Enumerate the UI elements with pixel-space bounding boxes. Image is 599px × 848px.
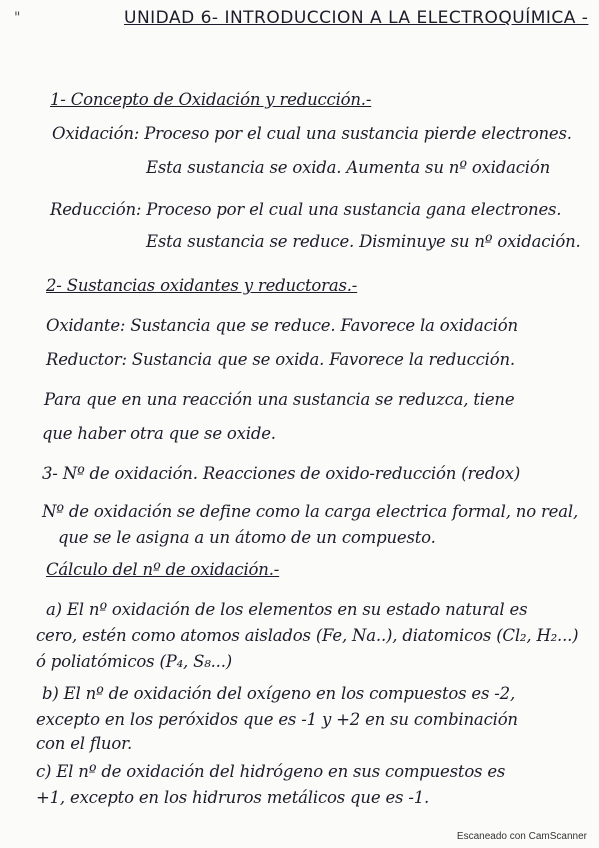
text-line: Oxidante: Sustancia que se reduce. Favorece la oxidación: [46, 316, 518, 335]
subheading: Cálculo del nº de oxidación.-: [46, 560, 280, 579]
text-line: Esta sustancia se oxida. Aumenta su nº oxidación: [146, 158, 551, 177]
text-line: que se le asigna a un átomo de un compuesto.: [58, 528, 436, 547]
text-line: Para que en una reacción una sustancia se reduzca, tiene: [44, 390, 515, 409]
text-line: Reducción: Proceso por el cual una sustancia gana electrones.: [50, 200, 562, 219]
text-line: a) El nº oxidación de los elementos en su estado natural es: [46, 600, 528, 619]
heading-3: 3- Nº de oxidación. Reacciones de oxido-reducción (redox): [42, 464, 521, 483]
text-line: ó poliatómicos (P₄, S₈...): [36, 652, 232, 671]
corner-mark: ": [14, 10, 21, 26]
text-line: que haber otra que se oxide.: [42, 424, 276, 443]
heading-1: 1- Concepto de Oxidación y reducción.-: [50, 90, 372, 109]
page-title: UNIDAD 6- INTRODUCCION A LA ELECTROQUÍMICA -: [124, 8, 589, 28]
text-line: b) El nº de oxidación del oxígeno en los compuestos es -2,: [42, 684, 516, 703]
text-line: cero, estén como atomos aislados (Fe, Na..), diatomicos (Cl₂, H₂...): [36, 626, 579, 645]
text-line: excepto en los peróxidos que es -1 y +2 en su combinación: [36, 710, 518, 729]
text-line: con el fluor.: [36, 734, 132, 753]
text-line: Nº de oxidación se define como la carga electrica formal, no real,: [42, 502, 579, 521]
text-line: Esta sustancia se reduce. Disminuye su nº oxidación.: [146, 232, 581, 251]
heading-2: 2- Sustancias oxidantes y reductoras.-: [46, 276, 358, 295]
scanner-watermark: Escaneado con CamScanner: [456, 831, 587, 842]
text-line: +1, excepto en los hidruros metálicos que es -1.: [36, 788, 430, 807]
text-line: Oxidación: Proceso por el cual una sustancia pierde electrones.: [52, 124, 572, 143]
text-line: c) El nº de oxidación del hidrógeno en sus compuestos es: [36, 762, 506, 781]
text-line: Reductor: Sustancia que se oxida. Favorece la reducción.: [46, 350, 515, 369]
